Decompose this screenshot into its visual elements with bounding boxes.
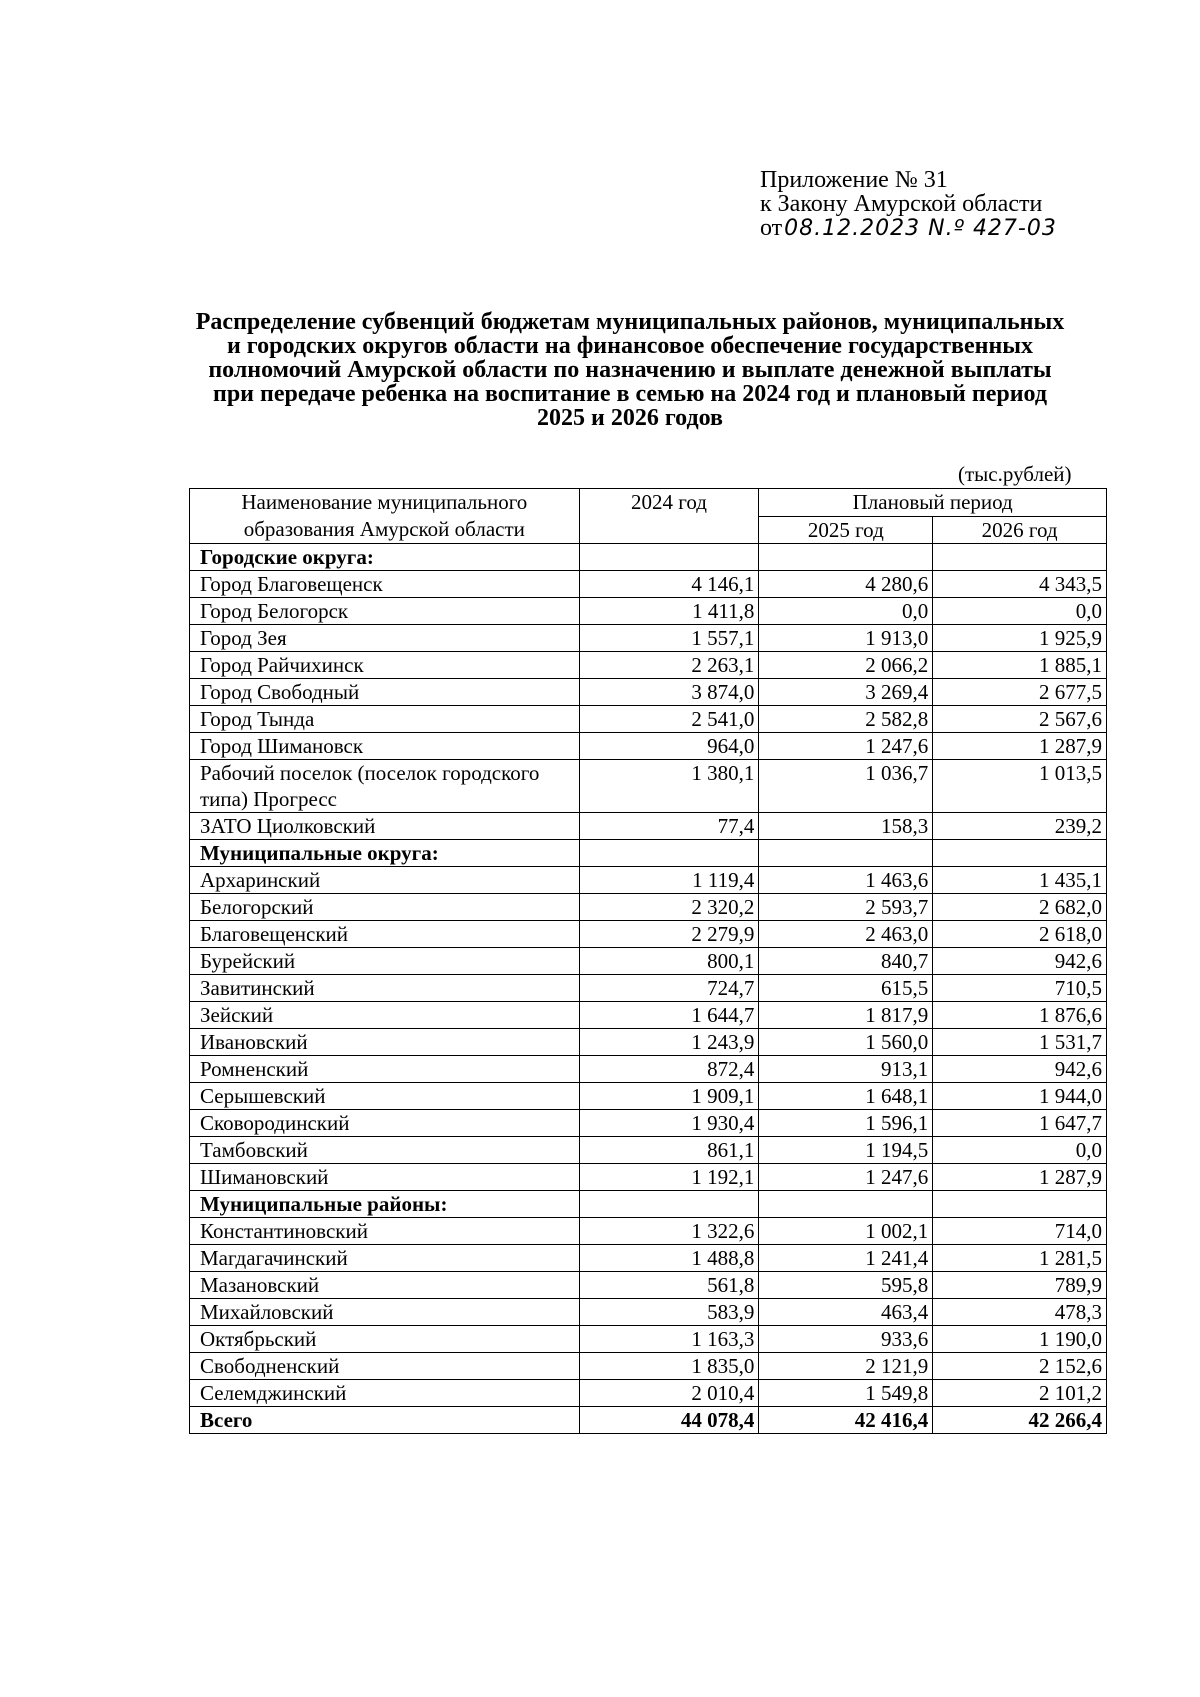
section-row xyxy=(190,840,1107,867)
value-2026-cell: 42 266,4 xyxy=(933,1407,1107,1434)
value-2025-cell: 1 247,6 xyxy=(759,1164,933,1191)
value-2024-cell: 1 411,8 xyxy=(579,598,759,625)
value-2026-cell: 1 435,1 xyxy=(933,867,1107,894)
value-2026-cell: 2 101,2 xyxy=(933,1380,1107,1407)
value-2025-cell xyxy=(759,1191,933,1218)
value-2026-cell: 1 885,1 xyxy=(933,652,1107,679)
value-2026-cell: 789,9 xyxy=(933,1272,1107,1299)
value-2024-cell: 1 644,7 xyxy=(579,1002,759,1029)
value-2024-cell: 1 930,4 xyxy=(579,1110,759,1137)
value-2024-cell: 1 488,8 xyxy=(579,1245,759,1272)
appendix-number: Приложение № 31 xyxy=(760,167,948,193)
value-2026-cell: 942,6 xyxy=(933,948,1107,975)
value-2025-cell: 2 582,8 xyxy=(759,706,933,733)
value-2024-cell: 44 078,4 xyxy=(579,1407,759,1434)
value-2024-cell: 1 380,1 xyxy=(579,760,759,813)
value-2026-cell: 2 677,5 xyxy=(933,679,1107,706)
value-2024-cell: 2 320,2 xyxy=(579,894,759,921)
value-2025-cell: 1 560,0 xyxy=(759,1029,933,1056)
value-2024-cell: 4 146,1 xyxy=(579,571,759,598)
date-prefix: от xyxy=(760,215,783,241)
name-cell: Серышевский xyxy=(190,1083,580,1110)
value-2026-cell: 0,0 xyxy=(933,1137,1107,1164)
name-cell: Шимановский xyxy=(190,1164,580,1191)
value-2024-cell: 3 874,0 xyxy=(579,679,759,706)
table-row xyxy=(190,1002,1107,1029)
table-row xyxy=(190,1164,1107,1191)
value-2024-cell: 2 541,0 xyxy=(579,706,759,733)
value-2026-cell xyxy=(933,840,1107,867)
name-cell: Завитинский xyxy=(190,975,580,1002)
value-2024-cell: 800,1 xyxy=(579,948,759,975)
value-2026-cell: 1 287,9 xyxy=(933,733,1107,760)
table-row xyxy=(190,894,1107,921)
table-row xyxy=(190,652,1107,679)
value-2024-cell: 2 279,9 xyxy=(579,921,759,948)
value-2026-cell: 0,0 xyxy=(933,598,1107,625)
value-2025-cell: 1 817,9 xyxy=(759,1002,933,1029)
value-2026-cell: 1 944,0 xyxy=(933,1083,1107,1110)
value-2025-cell: 1 913,0 xyxy=(759,625,933,652)
value-2026-cell: 1 281,5 xyxy=(933,1245,1107,1272)
value-2025-cell: 2 593,7 xyxy=(759,894,933,921)
value-2026-cell xyxy=(933,1191,1107,1218)
name-cell: Магдагачинский xyxy=(190,1245,580,1272)
value-2026-cell: 2 682,0 xyxy=(933,894,1107,921)
name-cell: Город Свободный xyxy=(190,679,580,706)
value-2026-cell: 1 190,0 xyxy=(933,1326,1107,1353)
value-2026-cell: 4 343,5 xyxy=(933,571,1107,598)
table-row xyxy=(190,706,1107,733)
table-row xyxy=(190,598,1107,625)
value-2025-cell: 1 036,7 xyxy=(759,760,933,813)
name-cell: Город Тында xyxy=(190,706,580,733)
table-row xyxy=(190,867,1107,894)
value-2026-cell: 1 647,7 xyxy=(933,1110,1107,1137)
appendix-date-line xyxy=(760,216,1057,241)
value-2025-cell: 463,4 xyxy=(759,1299,933,1326)
value-2024-cell: 1 557,1 xyxy=(579,625,759,652)
name-cell: Благовещенский xyxy=(190,921,580,948)
value-2025-cell xyxy=(759,840,933,867)
table-row xyxy=(190,1218,1107,1245)
value-2024-cell: 724,7 xyxy=(579,975,759,1002)
table-row xyxy=(190,1029,1107,1056)
table-row xyxy=(190,1137,1107,1164)
table-row xyxy=(190,679,1107,706)
table-row xyxy=(190,760,1107,813)
name-cell: Архаринский xyxy=(190,867,580,894)
value-2024-cell xyxy=(579,840,759,867)
value-2025-cell: 1 247,6 xyxy=(759,733,933,760)
value-2025-cell: 1 549,8 xyxy=(759,1380,933,1407)
table-row xyxy=(190,1245,1107,1272)
value-2024-cell: 1 835,0 xyxy=(579,1353,759,1380)
value-2025-cell: 595,8 xyxy=(759,1272,933,1299)
table-row xyxy=(190,1083,1107,1110)
value-2026-cell: 1 013,5 xyxy=(933,760,1107,813)
value-2024-cell xyxy=(579,544,759,571)
value-2025-cell: 1 241,4 xyxy=(759,1245,933,1272)
header-2026: 2026 год xyxy=(933,516,1107,544)
value-2026-cell: 1 531,7 xyxy=(933,1029,1107,1056)
value-2024-cell: 1 909,1 xyxy=(579,1083,759,1110)
value-2026-cell: 1 287,9 xyxy=(933,1164,1107,1191)
value-2024-cell: 1 192,1 xyxy=(579,1164,759,1191)
value-2026-cell: 239,2 xyxy=(933,813,1107,840)
table-row xyxy=(190,1056,1107,1083)
name-cell: Михайловский xyxy=(190,1299,580,1326)
name-cell: Селемджинский xyxy=(190,1380,580,1407)
name-cell: Всего xyxy=(190,1407,580,1434)
appendix-law: к Закону Амурской области xyxy=(760,191,1043,217)
name-cell: Муниципальные округа: xyxy=(190,840,580,867)
table-row xyxy=(190,975,1107,1002)
table-row xyxy=(190,921,1107,948)
value-2024-cell: 861,1 xyxy=(579,1137,759,1164)
value-2026-cell: 2 152,6 xyxy=(933,1353,1107,1380)
value-2024-cell: 2 010,4 xyxy=(579,1380,759,1407)
header-2024: 2024 год xyxy=(579,489,759,544)
name-cell: Белогорский xyxy=(190,894,580,921)
table-row xyxy=(190,813,1107,840)
value-2024-cell: 964,0 xyxy=(579,733,759,760)
appendix-reference xyxy=(760,168,1057,241)
value-2026-cell: 2 618,0 xyxy=(933,921,1107,948)
table-row xyxy=(190,1110,1107,1137)
value-2026-cell: 714,0 xyxy=(933,1218,1107,1245)
handwritten-date-number: 08.12.2023 N.º 427-03 xyxy=(784,216,1057,241)
section-row xyxy=(190,544,1107,571)
value-2026-cell: 710,5 xyxy=(933,975,1107,1002)
value-2024-cell: 1 119,4 xyxy=(579,867,759,894)
name-cell: Город Райчихинск xyxy=(190,652,580,679)
value-2024-cell: 872,4 xyxy=(579,1056,759,1083)
value-2024-cell xyxy=(579,1191,759,1218)
value-2024-cell: 77,4 xyxy=(579,813,759,840)
value-2025-cell: 2 066,2 xyxy=(759,652,933,679)
name-cell: Город Зея xyxy=(190,625,580,652)
value-2026-cell: 478,3 xyxy=(933,1299,1107,1326)
name-cell: Город Шимановск xyxy=(190,733,580,760)
value-2025-cell: 158,3 xyxy=(759,813,933,840)
table-row xyxy=(190,1326,1107,1353)
value-2024-cell: 1 163,3 xyxy=(579,1326,759,1353)
value-2026-cell: 942,6 xyxy=(933,1056,1107,1083)
value-2026-cell: 2 567,6 xyxy=(933,706,1107,733)
header-2025: 2025 год xyxy=(759,516,933,544)
table-row xyxy=(190,733,1107,760)
value-2025-cell: 913,1 xyxy=(759,1056,933,1083)
value-2025-cell: 1 596,1 xyxy=(759,1110,933,1137)
name-cell: Мазановский xyxy=(190,1272,580,1299)
name-cell: Зейский xyxy=(190,1002,580,1029)
name-cell: Ромненский xyxy=(190,1056,580,1083)
value-2025-cell: 3 269,4 xyxy=(759,679,933,706)
value-2025-cell: 4 280,6 xyxy=(759,571,933,598)
name-cell: Городские округа: xyxy=(190,544,580,571)
value-2025-cell: 615,5 xyxy=(759,975,933,1002)
value-2025-cell: 0,0 xyxy=(759,598,933,625)
value-2024-cell: 583,9 xyxy=(579,1299,759,1326)
name-cell: Октябрьский xyxy=(190,1326,580,1353)
name-cell: Ивановский xyxy=(190,1029,580,1056)
name-cell: Рабочий поселок (поселок городского типа) Прогресс xyxy=(190,760,580,813)
value-2025-cell: 2 121,9 xyxy=(759,1353,933,1380)
value-2024-cell: 1 243,9 xyxy=(579,1029,759,1056)
name-cell: Город Благовещенск xyxy=(190,571,580,598)
value-2026-cell xyxy=(933,544,1107,571)
name-cell: Свободненский xyxy=(190,1353,580,1380)
value-2025-cell xyxy=(759,544,933,571)
total-row xyxy=(190,1407,1107,1434)
table-row xyxy=(190,1299,1107,1326)
value-2025-cell: 1 002,1 xyxy=(759,1218,933,1245)
table-row xyxy=(190,1353,1107,1380)
name-cell: Тамбовский xyxy=(190,1137,580,1164)
name-cell: Константиновский xyxy=(190,1218,580,1245)
table-row xyxy=(190,1272,1107,1299)
value-2025-cell: 1 648,1 xyxy=(759,1083,933,1110)
value-2026-cell: 1 925,9 xyxy=(933,625,1107,652)
value-2025-cell: 42 416,4 xyxy=(759,1407,933,1434)
document-title: Распределение субвенций бюджетам муниципальных районов, муниципальных и городских округов области на финансовое обеспечение государственных полномочий Амурской области по назначению и выплате денежной выплаты при передаче ребенка на воспитание в семью на 2024 год и плановый период 2025 и 2026 годов xyxy=(195,309,1065,431)
name-cell: Бурейский xyxy=(190,948,580,975)
value-2024-cell: 1 322,6 xyxy=(579,1218,759,1245)
value-2025-cell: 840,7 xyxy=(759,948,933,975)
unit-label: (тыс.рублей) xyxy=(958,462,1072,486)
value-2025-cell: 933,6 xyxy=(759,1326,933,1353)
name-cell: Сковородинский xyxy=(190,1110,580,1137)
name-cell: Муниципальные районы: xyxy=(190,1191,580,1218)
value-2024-cell: 561,8 xyxy=(579,1272,759,1299)
table-row xyxy=(190,571,1107,598)
name-cell: ЗАТО Циолковский xyxy=(190,813,580,840)
table-body xyxy=(190,544,1107,1434)
value-2026-cell: 1 876,6 xyxy=(933,1002,1107,1029)
section-row xyxy=(190,1191,1107,1218)
table-row xyxy=(190,948,1107,975)
value-2024-cell: 2 263,1 xyxy=(579,652,759,679)
subvention-table xyxy=(189,488,1107,1434)
header-name: Наименование муниципального образования Амурской области xyxy=(190,489,580,544)
value-2025-cell: 1 463,6 xyxy=(759,867,933,894)
header-planned-period: Плановый период xyxy=(759,489,1107,517)
table-row xyxy=(190,1380,1107,1407)
value-2025-cell: 1 194,5 xyxy=(759,1137,933,1164)
value-2025-cell: 2 463,0 xyxy=(759,921,933,948)
name-cell: Город Белогорск xyxy=(190,598,580,625)
table-row xyxy=(190,625,1107,652)
